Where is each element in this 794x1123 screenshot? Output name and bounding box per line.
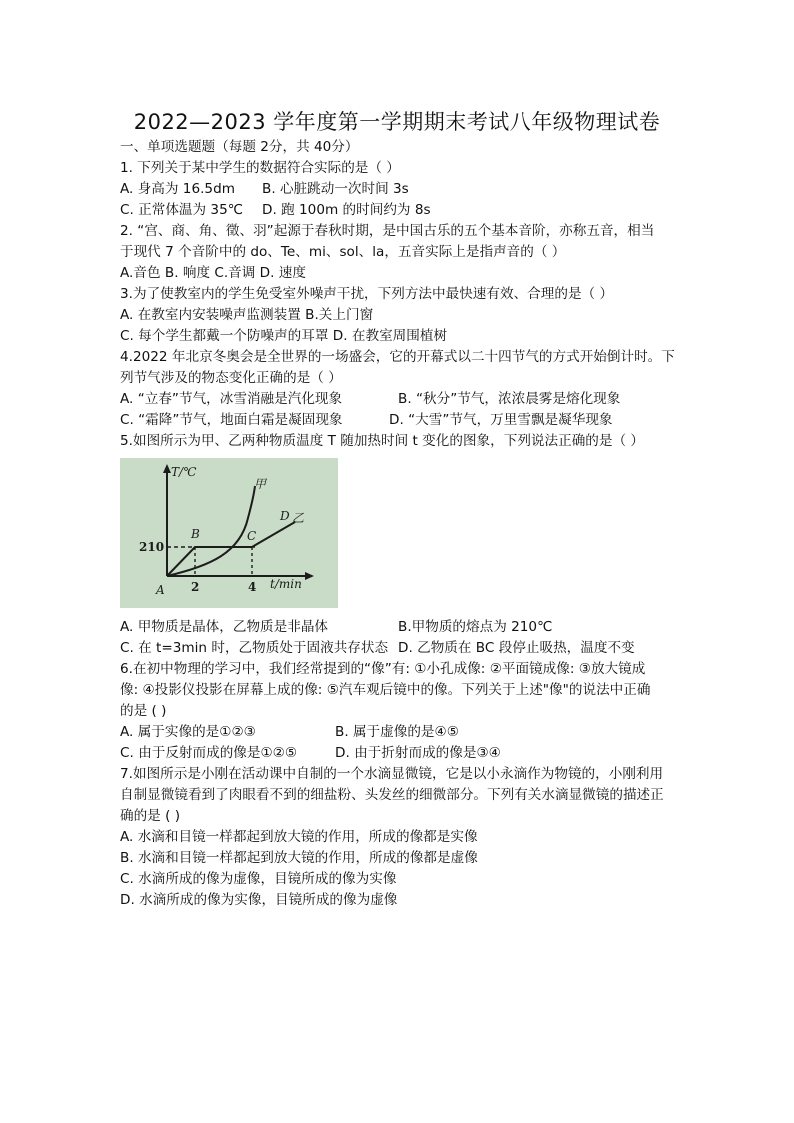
point-d-label: D <box>280 509 290 523</box>
point-b-label: B <box>191 527 200 541</box>
curve-yi-label: 乙 <box>292 511 305 525</box>
x-axis-arrow <box>305 572 314 580</box>
point-c-label: C <box>247 529 257 543</box>
q5-option-c: C. 在 t=3min 时，乙物质处于固液共存状态 <box>120 640 389 656</box>
q6-stem-line1: 6.在初中物理的学习中，我们经常提到的“像”有: ①小孔成像: ②平面镜成像: ③放大镜成 <box>120 661 646 677</box>
q3-options-line1: A. 在教室内安装噪声监测装置 B.关上门窗 <box>120 307 374 323</box>
q5-temperature-graph <box>120 458 338 608</box>
q4-stem-line1: 4.2022 年北京冬奥会是全世界的一场盛会，它的开幕式以二十四节气的方式开始倒计时。下 <box>120 349 675 365</box>
section-heading: 一、单项选题题（每题 2分，共 40分） <box>120 139 359 155</box>
q6-option-c: C. 由于反射而成的像是①②⑤ <box>120 745 298 761</box>
q6-option-a: A. 属于实像的是①②③ <box>120 724 256 740</box>
q1-option-a: A. 身高为 16.5dm <box>120 181 235 197</box>
point-a-label: A <box>156 583 165 597</box>
q2-stem-line1: 2. “宫、商、角、徵、羽”起源于春秋时期，是中国古乐的五个基本音阶，亦称五音，相当 <box>120 223 655 239</box>
q7-option-b: B. 水滴和目镜一样都起到放大镜的作用，所成的像都是虚像 <box>120 850 478 866</box>
x-axis-label: t/min <box>270 577 302 591</box>
q1-option-b: B. 心脏跳动一次时间 3s <box>262 181 409 197</box>
graph-svg <box>120 458 338 608</box>
q4-stem-line2: 列节气涉及的物态变化正确的是（ ） <box>120 370 342 386</box>
q7-stem-line2: 自制显微镜看到了肉眼看不到的细盐粉、头发丝的细微部分。下列有关水滴显微镜的描述正 <box>120 787 664 803</box>
q2-options: A.音色 B. 响度 C.音调 D. 速度 <box>120 265 306 281</box>
q4-option-c: C. “霜降”节气，地面白霜是凝固现象 <box>120 412 343 428</box>
q5-option-a: A. 甲物质是晶体，乙物质是非晶体 <box>120 619 329 635</box>
q5-option-d: D. 乙物质在 BC 段停止吸热，温度不变 <box>398 640 635 656</box>
q1-option-c: C. 正常体温为 35℃ <box>120 202 243 218</box>
x-tick-2: 2 <box>191 580 200 594</box>
x-tick-4: 4 <box>248 580 257 594</box>
q3-options-line2: C. 每个学生都戴一个防噪声的耳罩 D. 在教室周围植树 <box>120 328 448 344</box>
q1-stem: 1. 下列关于某中学生的数据符合实际的是（ ） <box>120 160 400 176</box>
q5-option-b: B.甲物质的熔点为 210℃ <box>398 619 553 635</box>
q7-option-c: C. 水滴所成的像为虚像，目镜所成的像为实像 <box>120 871 397 887</box>
curve-jia-label: 甲 <box>254 477 267 491</box>
q2-stem-line2: 于现代 7 个音阶中的 do、Te、mi、sol、la，五音实际上是指声音的（ ） <box>120 244 566 260</box>
q7-stem-line3: 确的是 ( ) <box>120 808 181 824</box>
y-tick-210: 210 <box>139 540 165 554</box>
exam-title: 2022—2023 学年度第一学期期末考试八年级物理试卷 <box>133 110 661 134</box>
q7-option-d: D. 水滴所成的像为实像，目镜所成的像为虚像 <box>120 892 398 908</box>
y-axis-label: T/℃ <box>171 465 197 479</box>
q7-option-a: A. 水滴和目镜一样都起到放大镜的作用，所成的像都是实像 <box>120 829 478 845</box>
q3-stem: 3.为了使教室内的学生免受室外噪声干扰，下列方法中最快速有效、合理的是（ ） <box>120 286 614 302</box>
q7-stem-line1: 7.如图所示是小刚在活动课中自制的一个水滴显微镜，它是以小永滴作为物镜的，小刚利用 <box>120 766 664 782</box>
q6-option-d: D. 由于折射而成的像是③④ <box>335 745 501 761</box>
q6-option-b: B. 属于虚像的是④⑤ <box>335 724 459 740</box>
q6-stem-line3: 的是 ( ) <box>120 703 167 719</box>
q4-option-b: B. “秋分”节气，浓浓晨雾是熔化现象 <box>398 391 621 407</box>
q1-option-d: D. 跑 100m 的时间约为 8s <box>262 202 431 218</box>
q4-option-a: A. “立春”节气，冰雪消融是汽化现象 <box>120 391 343 407</box>
y-axis-arrow <box>163 464 171 473</box>
q4-option-d: D. “大雪”节气，万里雪飘是凝华现象 <box>389 412 613 428</box>
q6-stem-line2: 像: ④投影仪投影在屏幕上成的像: ⑤汽车观后镜中的像。下列关于上述"像"的说法中正确 <box>120 682 651 698</box>
q5-stem: 5.如图所示为甲、乙两种物质温度 T 随加热时间 t 变化的图象，下列说法正确的是（ ） <box>120 433 644 449</box>
